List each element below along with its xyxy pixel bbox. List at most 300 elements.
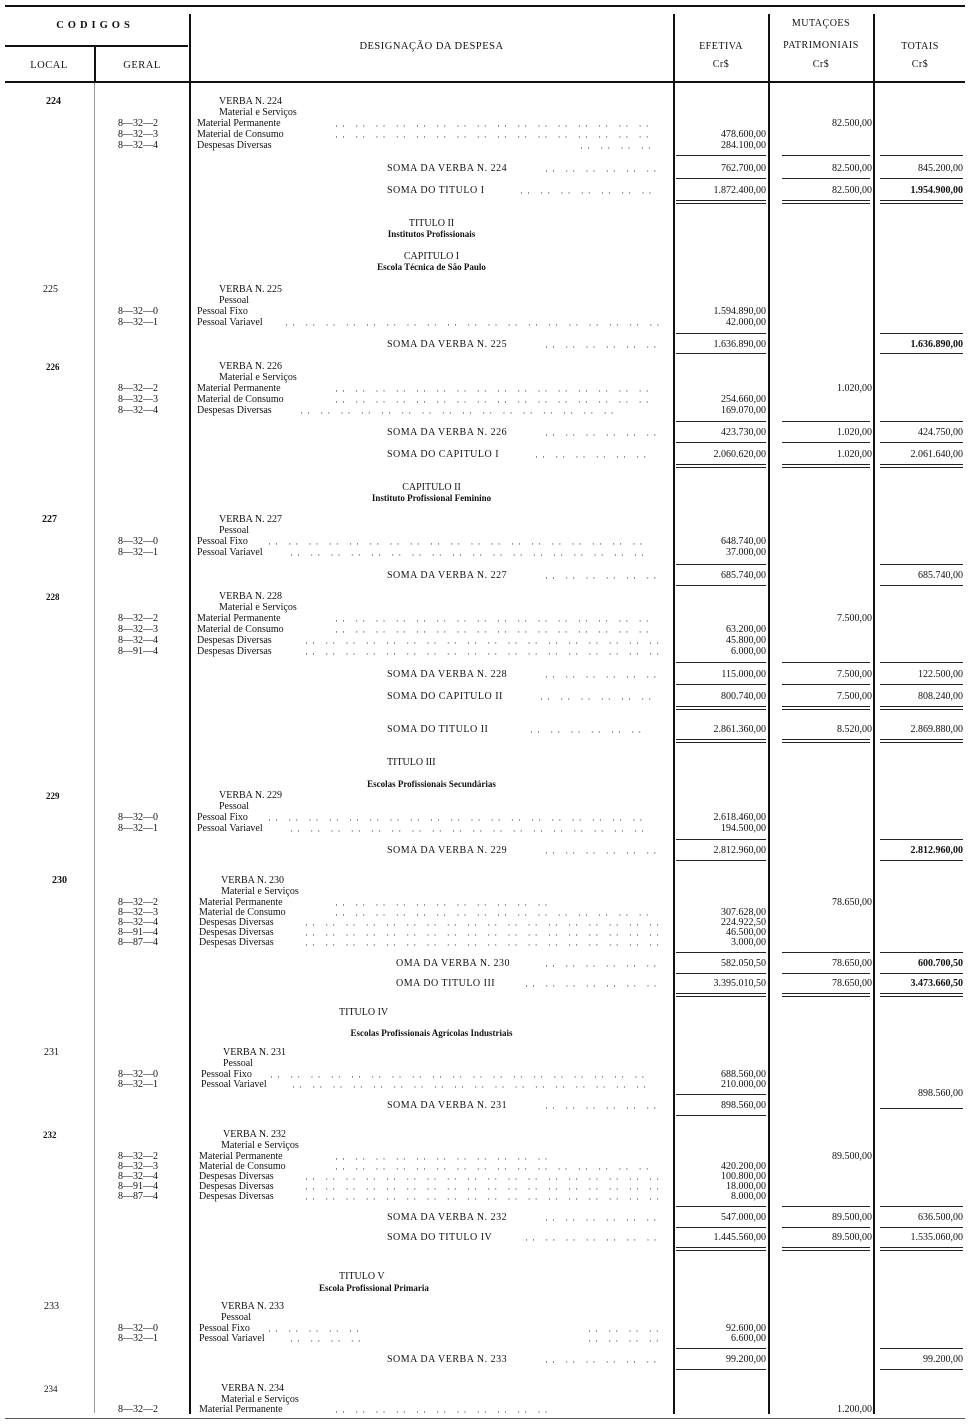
- geral-code: 8—32—2: [118, 1151, 158, 1162]
- local-code: 225: [43, 284, 58, 295]
- soma-efetiva: 115.000,00: [721, 669, 766, 680]
- soma-efetiva: 582.050,50: [721, 958, 766, 969]
- verba-subtitle: Material e Serviços: [219, 107, 297, 118]
- sum-rule: [676, 1250, 766, 1251]
- item-desc: Despesas Diversas: [199, 1181, 274, 1192]
- sum-rule: [782, 709, 870, 710]
- geral-code: 8—32—0: [118, 812, 158, 823]
- verba-title: VERBA N. 230: [221, 875, 285, 886]
- header-mutacoes-2: PATRIMONIAIS: [783, 40, 859, 51]
- soma-total: 122.500,00: [918, 669, 963, 680]
- leader-dots: ·· ·· ·· ·· ·· ·· ·· ·· ·· ·· ·· ·· ·· ·· ·· ··: [335, 627, 653, 635]
- sum-rule: [676, 973, 766, 974]
- sum-rule: [880, 860, 963, 861]
- sum-rule: [676, 996, 766, 997]
- leader-dots: ·· ·· ·· ·· ·· ··: [545, 166, 661, 174]
- local-code: 230: [52, 875, 67, 886]
- leader-dots: ·· ·· ·· ·· ·· ·· ·· ·· ·· ·· ·· ·· ·· ·· ·· ··: [300, 408, 618, 416]
- verba-subtitle: Material e Serviços: [221, 1394, 299, 1405]
- titulo-subheading: Institutos Profissionais: [387, 229, 476, 239]
- leader-dots: ·· ·· ·· ·· ·· ·· ·· ·· ·· ·· ·· ·· ·· ·· ·· ·· ·· ··: [290, 550, 649, 558]
- geral-code: 8—87—4: [118, 1191, 158, 1202]
- soma-total: 1.954.900,00: [910, 185, 963, 196]
- geral-code: 8—32—2: [118, 1404, 158, 1415]
- sum-rule: [782, 706, 870, 707]
- sum-rule: [676, 585, 766, 586]
- leader-dots: ·· ·· ·· ·· ·· ·· ··: [520, 188, 656, 196]
- soma-total: 2.061.640,00: [910, 449, 963, 460]
- leader-dots: ·· ·· ·· ·· ·· ·· ·· ·· ·· ·· ·· ·· ·· ·· ·· ·· ·· ··: [305, 1174, 664, 1182]
- item-desc: Material de Consumo: [197, 394, 284, 405]
- item-desc: Pessoal Variavel: [199, 1333, 265, 1344]
- sum-rule: [676, 993, 766, 994]
- item-desc: Material Permanente: [197, 613, 281, 624]
- soma-verba-label: SOMA DA VERBA N. 233: [387, 1354, 508, 1365]
- item-desc: Despesas Diversas: [199, 1171, 274, 1182]
- sum-rule: [782, 1250, 870, 1251]
- leader-dots: ·· ·· ·· ··: [588, 1326, 663, 1334]
- sum-rule: [676, 1115, 766, 1116]
- sum-rule: [676, 684, 766, 685]
- soma-total: 99.200,00: [923, 1354, 963, 1365]
- item-desc: Despesas Diversas: [197, 635, 272, 646]
- header-local: LOCAL: [30, 60, 68, 71]
- soma-mutacoes: 89.500,00: [832, 1232, 872, 1243]
- mut-value: 78.650,00: [832, 897, 872, 908]
- item-desc: Pessoal Variavel: [201, 1079, 267, 1090]
- verba-title: VERBA N. 228: [219, 591, 283, 602]
- efetiva-value: 210.000,00: [721, 1079, 766, 1090]
- item-desc: Material Permanente: [197, 118, 281, 129]
- leader-dots: ·· ·· ·· ·· ·· ·· ·· ·· ·· ·· ··: [335, 1407, 552, 1415]
- item-desc: Despesas Diversas: [199, 1191, 274, 1202]
- soma-efetiva: 1.445.560,00: [713, 1232, 766, 1243]
- leader-dots: ·· ·· ·· ·· ·· ·· ·· ·· ·· ·· ·· ·· ·· ·· ·· ·· ·· ·· ··: [268, 539, 647, 547]
- header-efetiva-currency: Cr$: [712, 59, 730, 70]
- item-desc: Pessoal Fixo: [201, 1069, 252, 1080]
- sum-rule: [676, 706, 766, 707]
- geral-code: 8—32—2: [118, 897, 158, 908]
- geral-code: 8—91—4: [118, 1181, 158, 1192]
- sum-rule: [880, 421, 963, 422]
- capitulo-heading: CAPITULO I: [403, 251, 460, 262]
- geral-code: 8—32—2: [118, 613, 158, 624]
- verba-title: VERBA N. 231: [223, 1047, 287, 1058]
- soma-total: 808.240,00: [918, 691, 963, 702]
- verba-title: VERBA N. 225: [219, 284, 283, 295]
- item-desc: Pessoal Variavel: [197, 317, 263, 328]
- sum-rule: [782, 952, 870, 953]
- efetiva-value: 37.000,00: [726, 547, 766, 558]
- soma-total: 424.750,00: [918, 427, 963, 438]
- geral-code: 8—32—1: [118, 823, 158, 834]
- sum-rule: [880, 200, 963, 201]
- titulo-heading: TITULO V: [339, 1271, 385, 1282]
- soma-efetiva: 547.000,00: [721, 1212, 766, 1223]
- item-desc: Material de Consumo: [197, 624, 284, 635]
- soma-mutacoes: 1.020,00: [837, 449, 872, 460]
- sum-rule: [880, 467, 963, 468]
- item-desc: Material Permanente: [199, 1404, 283, 1415]
- sum-rule: [676, 442, 766, 443]
- geral-code: 8—32—3: [118, 624, 158, 635]
- mut-value: 1.020,00: [837, 383, 872, 394]
- sum-rule: [880, 706, 963, 707]
- leader-dots: ·· ·· ·· ·· ·· ·· ·· ·· ·· ·· ·· ·· ·· ·· ·· ·· ·· ··: [305, 638, 664, 646]
- geral-code: 8—91—4: [118, 646, 158, 657]
- item-desc: Material Permanente: [199, 1151, 283, 1162]
- leader-dots: ·· ·· ·· ·· ·· ·· ·· ·· ·· ·· ·· ·· ·· ·· ·· ·· ·· ·· ··: [270, 1072, 649, 1080]
- sum-rule: [880, 1369, 963, 1370]
- item-desc: Pessoal Fixo: [197, 536, 248, 547]
- sum-rule: [880, 996, 963, 997]
- soma-mutacoes: 78.650,00: [832, 978, 872, 989]
- item-desc: Material de Consumo: [199, 1161, 286, 1172]
- titulo-heading: TITULO IV: [339, 1007, 389, 1018]
- efetiva-value: 100.800,00: [721, 1171, 766, 1182]
- sum-rule: [782, 467, 870, 468]
- sum-rule: [676, 952, 766, 953]
- sum-rule: [676, 467, 766, 468]
- geral-code: 8—32—1: [118, 1333, 158, 1344]
- soma-total: 898.560,00: [918, 1088, 963, 1099]
- header-totais: TOTAIS: [901, 41, 939, 52]
- sum-rule: [676, 353, 766, 354]
- geral-code: 8—32—4: [118, 635, 158, 646]
- sum-rule: [676, 1369, 766, 1370]
- item-desc: Material de Consumo: [197, 129, 284, 140]
- leader-dots: ·· ·· ·· ·· ·· ·· ·· ·· ·· ·· ·· ·· ·· ·· ·· ·· ·· ··: [305, 1184, 664, 1192]
- soma-efetiva: 685.740,00: [721, 570, 766, 581]
- soma-efetiva: 2.812.960,00: [713, 845, 766, 856]
- soma-efetiva: 2.861.360,00: [713, 724, 766, 735]
- item-desc: Pessoal Variavel: [197, 823, 263, 834]
- local-code: 228: [46, 592, 60, 602]
- soma-mutacoes: 7.500,00: [837, 669, 872, 680]
- leader-dots: ·· ·· ·· ·· ·· ·· ·· ·· ·· ·· ·· ·· ·· ·· ·· ··: [335, 1164, 653, 1172]
- soma-capitulo-label: SOMA DO CAPITULO I: [387, 449, 500, 460]
- sum-rule: [880, 662, 963, 663]
- verba-subtitle: Material e Serviços: [221, 886, 299, 897]
- soma-efetiva: 1.872.400,00: [713, 185, 766, 196]
- header-designacao: DESIGNAÇÃO DA DESPESA: [359, 41, 504, 52]
- item-desc: Pessoal Fixo: [199, 1323, 250, 1334]
- leader-dots: ·· ·· ·· ·· ··: [268, 1326, 363, 1334]
- efetiva-value: 284.100,00: [721, 140, 766, 151]
- sum-rule: [782, 684, 870, 685]
- efetiva-value: 63.200,00: [726, 624, 766, 635]
- geral-code: 8—32—2: [118, 383, 158, 394]
- efetiva-value: 46.500,00: [726, 927, 766, 938]
- mut-value: 89.500,00: [832, 1151, 872, 1162]
- efetiva-value: 6.600,00: [731, 1333, 766, 1344]
- soma-total: 2.869.880,00: [910, 724, 963, 735]
- header-mutacoes-currency: Cr$: [812, 59, 830, 70]
- leader-dots: ·· ·· ·· ·· ·· ·· ·· ·· ·· ·· ·· ·· ·· ·· ·· ·· ·· ··: [305, 920, 664, 928]
- item-desc: Pessoal Fixo: [197, 812, 248, 823]
- titulo-heading: TITULO II: [408, 218, 455, 229]
- sum-rule: [782, 155, 870, 156]
- leader-dots: ·· ·· ·· ··: [588, 1336, 663, 1344]
- verba-subtitle: Material e Serviços: [219, 602, 297, 613]
- sum-rule: [880, 742, 963, 743]
- geral-code: 8—32—1: [118, 547, 158, 558]
- mut-value: 7.500,00: [837, 613, 872, 624]
- leader-dots: ·· ·· ·· ··: [580, 143, 655, 151]
- codigos-rule: [5, 45, 188, 47]
- efetiva-value: 2.618.460,00: [713, 812, 766, 823]
- sum-rule: [782, 203, 870, 204]
- geral-code: 8—32—4: [118, 140, 158, 151]
- efetiva-value: 648.740,00: [721, 536, 766, 547]
- sum-rule: [880, 1250, 963, 1251]
- sum-rule: [782, 1206, 870, 1207]
- sum-rule: [676, 155, 766, 156]
- sum-rule: [676, 421, 766, 422]
- item-desc: Despesas Diversas: [197, 646, 272, 657]
- soma-total: 636.500,00: [918, 1212, 963, 1223]
- geral-code: 8—91—4: [118, 927, 158, 938]
- leader-dots: ·· ·· ·· ·· ·· ·· ·· ·· ·· ·· ·· ·· ·· ·· ·· ··: [335, 132, 653, 140]
- leader-dots: ·· ·· ·· ·· ·· ·· ·· ·· ·· ·· ·· ·· ·· ·· ·· ··: [335, 910, 653, 918]
- soma-total: 1.535.060,00: [910, 1232, 963, 1243]
- sum-rule: [676, 203, 766, 204]
- top-rule: [5, 5, 965, 7]
- sum-rule: [880, 442, 963, 443]
- efetiva-value: 8.000,00: [731, 1191, 766, 1202]
- verba-title: VERBA N. 224: [219, 96, 283, 107]
- mut-value: 1.200,00: [837, 1404, 872, 1415]
- geral-code: 8—32—3: [118, 394, 158, 405]
- efetiva-value: 254.660,00: [721, 394, 766, 405]
- sum-rule: [676, 200, 766, 201]
- verba-subtitle: Pessoal: [223, 1058, 253, 1069]
- efetiva-value: 6.000,00: [731, 646, 766, 657]
- sum-rule: [676, 333, 766, 334]
- efetiva-value: 45.800,00: [726, 635, 766, 646]
- efetiva-value: 3.000,00: [731, 937, 766, 948]
- geral-code: 8—32—0: [118, 1323, 158, 1334]
- leader-dots: ·· ·· ·· ·· ·· ··: [545, 848, 661, 856]
- soma-titulo-label: OMA DO TITULO III: [396, 978, 496, 989]
- header-codigos: CODIGOS: [56, 20, 134, 31]
- verba-subtitle: Pessoal: [219, 801, 249, 812]
- sum-rule: [880, 1348, 963, 1349]
- soma-efetiva: 800.740,00: [721, 691, 766, 702]
- leader-dots: ·· ·· ·· ·· ·· ·· ·· ·· ·· ·· ·· ·· ·· ·· ·· ·· ·· ·· ··: [285, 320, 664, 328]
- sum-rule: [782, 178, 870, 179]
- col-sep-local-body: [94, 83, 95, 1413]
- sum-rule: [676, 464, 766, 465]
- sum-rule: [782, 421, 870, 422]
- efetiva-value: 18.000,00: [726, 1181, 766, 1192]
- titulo-subheading: Escolas Profissionais Secundárias: [367, 779, 496, 789]
- header-mutacoes-1: MUTAÇOES: [791, 18, 851, 29]
- leader-dots: ·· ·· ·· ·· ·· ·· ·· ·· ·· ·· ·· ·· ·· ·· ·· ·· ·· ··: [290, 826, 649, 834]
- verba-subtitle: Material e Serviços: [221, 1140, 299, 1151]
- leader-dots: ·· ·· ·· ·· ·· ·· ·· ·· ·· ·· ·· ·· ·· ·· ·· ··: [335, 397, 653, 405]
- item-desc: Despesas Diversas: [199, 927, 274, 938]
- soma-mutacoes: 7.500,00: [837, 691, 872, 702]
- item-desc: Despesas Diversas: [199, 937, 274, 948]
- sum-rule: [676, 1247, 766, 1248]
- capitulo-subheading: Instituto Profissional Feminino: [371, 493, 492, 503]
- bottom-rule: [5, 1418, 965, 1419]
- item-desc: Pessoal Variavel: [197, 547, 263, 558]
- sum-rule: [880, 839, 963, 840]
- sum-rule: [676, 839, 766, 840]
- geral-code: 8—32—0: [118, 1069, 158, 1080]
- sum-rule: [782, 742, 870, 743]
- verba-subtitle: Pessoal: [221, 1312, 251, 1323]
- soma-verba-label: SOMA DA VERBA N. 227: [387, 570, 508, 581]
- efetiva-value: 478.600,00: [721, 129, 766, 140]
- leader-dots: ·· ·· ·· ·· ·· ·· ·· ·· ·· ·· ·· ·· ·· ·· ·· ·· ·· ··: [305, 930, 664, 938]
- leader-dots: ·· ·· ·· ·· ·· ·· ·· ·· ·· ·· ··: [335, 1154, 552, 1162]
- soma-total: 3.473.660,50: [910, 978, 963, 989]
- soma-titulo-label: SOMA DO TITULO I: [387, 185, 485, 196]
- soma-verba-label: SOMA DA VERBA N. 232: [387, 1212, 508, 1223]
- soma-mutacoes: 89.500,00: [832, 1212, 872, 1223]
- soma-mutacoes: 82.500,00: [832, 163, 872, 174]
- soma-titulo-label: SOMA DO TITULO IV: [387, 1232, 493, 1243]
- sum-rule: [880, 1206, 963, 1207]
- soma-efetiva: 898.560,00: [721, 1100, 766, 1111]
- efetiva-value: 92.600,00: [726, 1323, 766, 1334]
- efetiva-value: 194.500,00: [721, 823, 766, 834]
- local-code: 229: [46, 791, 60, 801]
- leader-dots: ·· ·· ·· ·· ·· ··: [545, 573, 661, 581]
- leader-dots: ·· ·· ·· ·· ·· ·· ··: [525, 1235, 661, 1243]
- soma-verba-label: SOMA DA VERBA N. 225: [387, 339, 508, 350]
- soma-mutacoes: 8.520,00: [837, 724, 872, 735]
- leader-dots: ·· ·· ·· ·· ·· ·· ·· ·· ·· ·· ·· ·· ·· ·· ·· ·· ·· ··: [292, 1082, 651, 1090]
- leader-dots: ·· ·· ·· ·· ·· ·· ·· ·· ·· ·· ··: [335, 900, 552, 908]
- geral-code: 8—32—2: [118, 118, 158, 129]
- leader-dots: ·· ·· ·· ·· ·· ·· ·· ·· ·· ·· ·· ·· ·· ·· ·· ·· ·· ··: [305, 940, 664, 948]
- verba-title: VERBA N. 233: [221, 1301, 285, 1312]
- local-code: 226: [46, 362, 60, 372]
- soma-total: 845.200,00: [918, 163, 963, 174]
- local-code: 234: [44, 1384, 58, 1394]
- soma-efetiva: 1.636.890,00: [713, 339, 766, 350]
- item-desc: Despesas Diversas: [199, 917, 274, 928]
- sum-rule: [782, 464, 870, 465]
- sum-rule: [782, 662, 870, 663]
- leader-dots: ·· ·· ·· ·· ·· ··: [545, 342, 661, 350]
- soma-verba-label: SOMA DA VERBA N. 228: [387, 669, 508, 680]
- col-sep-efetiva: [768, 14, 770, 1414]
- leader-dots: ·· ·· ·· ·· ·· ··: [545, 672, 661, 680]
- sum-rule: [782, 1247, 870, 1248]
- leader-dots: ·· ·· ·· ·· ·· ·· ·· ·· ·· ·· ·· ·· ·· ·· ·· ··: [335, 616, 653, 624]
- sum-rule: [880, 952, 963, 953]
- geral-code: 8—32—3: [118, 907, 158, 918]
- verba-title: VERBA N. 229: [219, 790, 283, 801]
- leader-dots: ·· ·· ·· ·· ·· ·· ·· ·· ·· ·· ·· ·· ·· ·· ·· ·· ·· ··: [305, 649, 664, 657]
- soma-efetiva: 99.200,00: [726, 1354, 766, 1365]
- sum-rule: [880, 564, 963, 565]
- soma-efetiva: 3.395.010,50: [713, 978, 766, 989]
- header-totais-currency: Cr$: [911, 59, 929, 70]
- leader-dots: ·· ·· ·· ·· ·· ··: [530, 727, 646, 735]
- efetiva-value: 1.594.890,00: [713, 306, 766, 317]
- col-sep-mutacoes: [873, 14, 875, 1414]
- soma-titulo-label: SOMA DO TITULO II: [387, 724, 489, 735]
- geral-code: 8—32—4: [118, 1171, 158, 1182]
- leader-dots: ·· ·· ·· ·· ·· ··: [545, 430, 661, 438]
- verba-subtitle: Pessoal: [219, 525, 249, 536]
- sum-rule: [880, 464, 963, 465]
- header-bottom-rule: [5, 81, 965, 83]
- sum-rule: [676, 709, 766, 710]
- geral-code: 8—32—4: [118, 917, 158, 928]
- sum-rule: [782, 442, 870, 443]
- geral-code: 8—32—0: [118, 306, 158, 317]
- soma-total: 600.700,50: [918, 958, 963, 969]
- local-code: 232: [43, 1130, 57, 1140]
- efetiva-value: 420.200,00: [721, 1161, 766, 1172]
- leader-dots: ·· ·· ·· ·· ·· ··: [535, 452, 651, 460]
- leader-dots: ·· ·· ·· ·· ·· ·· ·· ·· ·· ·· ·· ·· ·· ·· ·· ·· ·· ·· ··: [268, 815, 647, 823]
- leader-dots: ·· ·· ·· ·· ·· ·· ·· ·· ·· ·· ·· ·· ·· ·· ·· ·· ·· ··: [305, 1194, 664, 1202]
- leader-dots: ·· ·· ·· ·· ·· ··: [545, 1357, 661, 1365]
- soma-mutacoes: 1.020,00: [837, 427, 872, 438]
- soma-verba-label: SOMA DA VERBA N. 229: [387, 845, 508, 856]
- soma-efetiva: 762.700,00: [721, 163, 766, 174]
- titulo-subheading: Escolas Profissionais Agrícolas Industriais: [350, 1028, 513, 1038]
- geral-code: 8—87—4: [118, 937, 158, 948]
- soma-efetiva: 2.060.620,00: [713, 449, 766, 460]
- capitulo-heading: CAPITULO II: [402, 482, 461, 493]
- soma-verba-label: OMA DA VERBA N. 230: [396, 958, 511, 969]
- verba-title: VERBA N. 227: [219, 514, 283, 525]
- item-desc: Material Permanente: [197, 383, 281, 394]
- leader-dots: ·· ·· ·· ·· ·· ··: [540, 694, 656, 702]
- soma-verba-label: SOMA DA VERBA N. 231: [387, 1100, 508, 1111]
- soma-total: 2.812.960,00: [910, 845, 963, 856]
- item-desc: Material Permanente: [199, 897, 283, 908]
- sum-rule: [880, 709, 963, 710]
- sum-rule: [880, 333, 963, 334]
- verba-title: VERBA N. 226: [219, 361, 283, 372]
- local-code: 233: [44, 1301, 59, 1312]
- sum-rule: [676, 1348, 766, 1349]
- geral-code: 8—32—4: [118, 405, 158, 416]
- efetiva-value: 307.628,00: [721, 907, 766, 918]
- geral-code: 8—32—0: [118, 536, 158, 547]
- sum-rule: [880, 973, 963, 974]
- verba-title: VERBA N. 234: [221, 1383, 285, 1394]
- col-sep-designacao: [673, 14, 675, 1414]
- sum-rule: [880, 1247, 963, 1248]
- leader-dots: ·· ·· ·· ·· ·· ··: [545, 1103, 661, 1111]
- efetiva-value: 224.922,50: [721, 917, 766, 928]
- verba-subtitle: Material e Serviços: [219, 372, 297, 383]
- local-code: 224: [46, 96, 61, 107]
- item-desc: Material de Consumo: [199, 907, 286, 918]
- sum-rule: [782, 973, 870, 974]
- soma-efetiva: 423.730,00: [721, 427, 766, 438]
- sum-rule: [782, 739, 870, 740]
- sum-rule: [880, 993, 963, 994]
- sum-rule: [880, 155, 963, 156]
- soma-capitulo-label: SOMA DO CAPITULO II: [387, 691, 503, 702]
- geral-code: 8—32—3: [118, 1161, 158, 1172]
- geral-code: 8—32—1: [118, 1079, 158, 1090]
- sum-rule: [676, 1227, 766, 1228]
- efetiva-value: 688.560,00: [721, 1069, 766, 1080]
